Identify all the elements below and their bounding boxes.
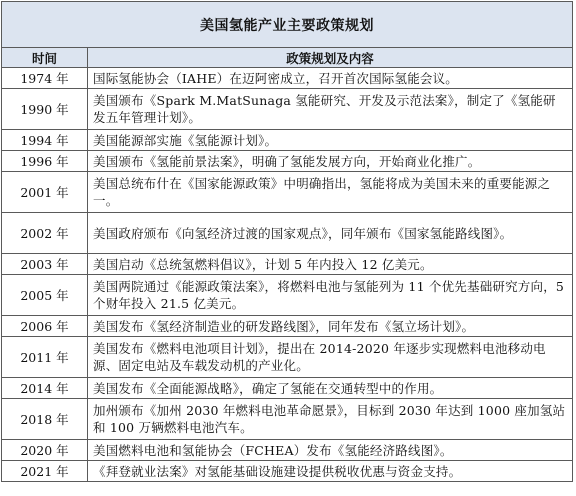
table-row — [2, 68, 573, 89]
title-row — [2, 2, 573, 48]
table-row — [2, 130, 573, 151]
row-year: 2011 年 — [2, 337, 88, 378]
row-year: 2001 年 — [2, 172, 88, 213]
row-year: 1974 年 — [2, 68, 88, 89]
table-title: 美国氢能产业主要政策规划 — [2, 2, 573, 48]
header-content: 政策规划及内容 — [88, 48, 573, 68]
table-body — [2, 68, 573, 482]
table-row — [2, 89, 573, 130]
header-year: 时间 — [2, 48, 88, 68]
table-row — [2, 399, 573, 440]
row-year: 2020 年 — [2, 440, 88, 461]
row-content: 《拜登就业法案》对氢能基础设施建设提供税收优惠与资金支持。 — [88, 461, 573, 482]
row-content: 美国颁布《Spark M.MatSunaga 氢能研究、开发及示范法案》，制定了《氢能研发五年管理计划》。 — [88, 89, 573, 130]
table-row — [2, 378, 573, 399]
row-content: 美国两院通过《能源政策法案》，将燃料电池与氢能列为 11 个优先基础研究方向，5 个财年投入 21.5 亿美元。 — [88, 275, 573, 316]
row-content: 加州颁布《加州 2030 年燃料电池革命愿景》，目标到 2030 年达到 1000 座加氢站和 100 万辆燃料电池汽车。 — [88, 399, 573, 440]
row-year: 2021 年 — [2, 461, 88, 482]
header-row — [2, 48, 573, 68]
row-content: 美国发布《燃料电池项目计划》，提出在 2014-2020 年逐步实现燃料电池移动电源、固定电站及车载发动机的产业化。 — [88, 337, 573, 378]
table-row — [2, 275, 573, 316]
row-content: 美国发布《全面能源战略》，确定了氢能在交通转型中的作用。 — [88, 378, 573, 399]
row-year: 2006 年 — [2, 316, 88, 337]
row-content: 美国总统布什在《国家能源政策》中明确指出，氢能将成为美国未来的重要能源之一。 — [88, 172, 573, 213]
table-row — [2, 254, 573, 275]
row-content: 美国燃料电池和氢能协会（FCHEA）发布《氢能经济路线图》。 — [88, 440, 573, 461]
row-content: 美国政府颁布《向氢经济过渡的国家观点》，同年颁布《国家氢能路线图》。 — [88, 213, 573, 254]
row-content: 国际氢能协会（IAHE）在迈阿密成立，召开首次国际氢能会议。 — [88, 68, 573, 89]
row-content: 美国能源部实施《氢能源计划》。 — [88, 130, 573, 151]
row-year: 2018 年 — [2, 399, 88, 440]
row-year: 2002 年 — [2, 213, 88, 254]
row-year: 1994 年 — [2, 130, 88, 151]
row-content: 美国发布《氢经济制造业的研发路线图》，同年发布《氢立场计划》。 — [88, 316, 573, 337]
row-year: 2005 年 — [2, 275, 88, 316]
row-year: 2003 年 — [2, 254, 88, 275]
row-year: 1990 年 — [2, 89, 88, 130]
policy-table — [1, 1, 573, 482]
table-row — [2, 461, 573, 482]
row-content: 美国颁布《氢能前景法案》，明确了氢能发展方向，开始商业化推广。 — [88, 151, 573, 172]
row-year: 1996 年 — [2, 151, 88, 172]
table-row — [2, 316, 573, 337]
table-row — [2, 172, 573, 213]
table-row — [2, 213, 573, 254]
row-year: 2014 年 — [2, 378, 88, 399]
table-row — [2, 151, 573, 172]
table-row — [2, 440, 573, 461]
table-row — [2, 337, 573, 378]
row-content: 美国启动《总统氢燃料倡议》，计划 5 年内投入 12 亿美元。 — [88, 254, 573, 275]
